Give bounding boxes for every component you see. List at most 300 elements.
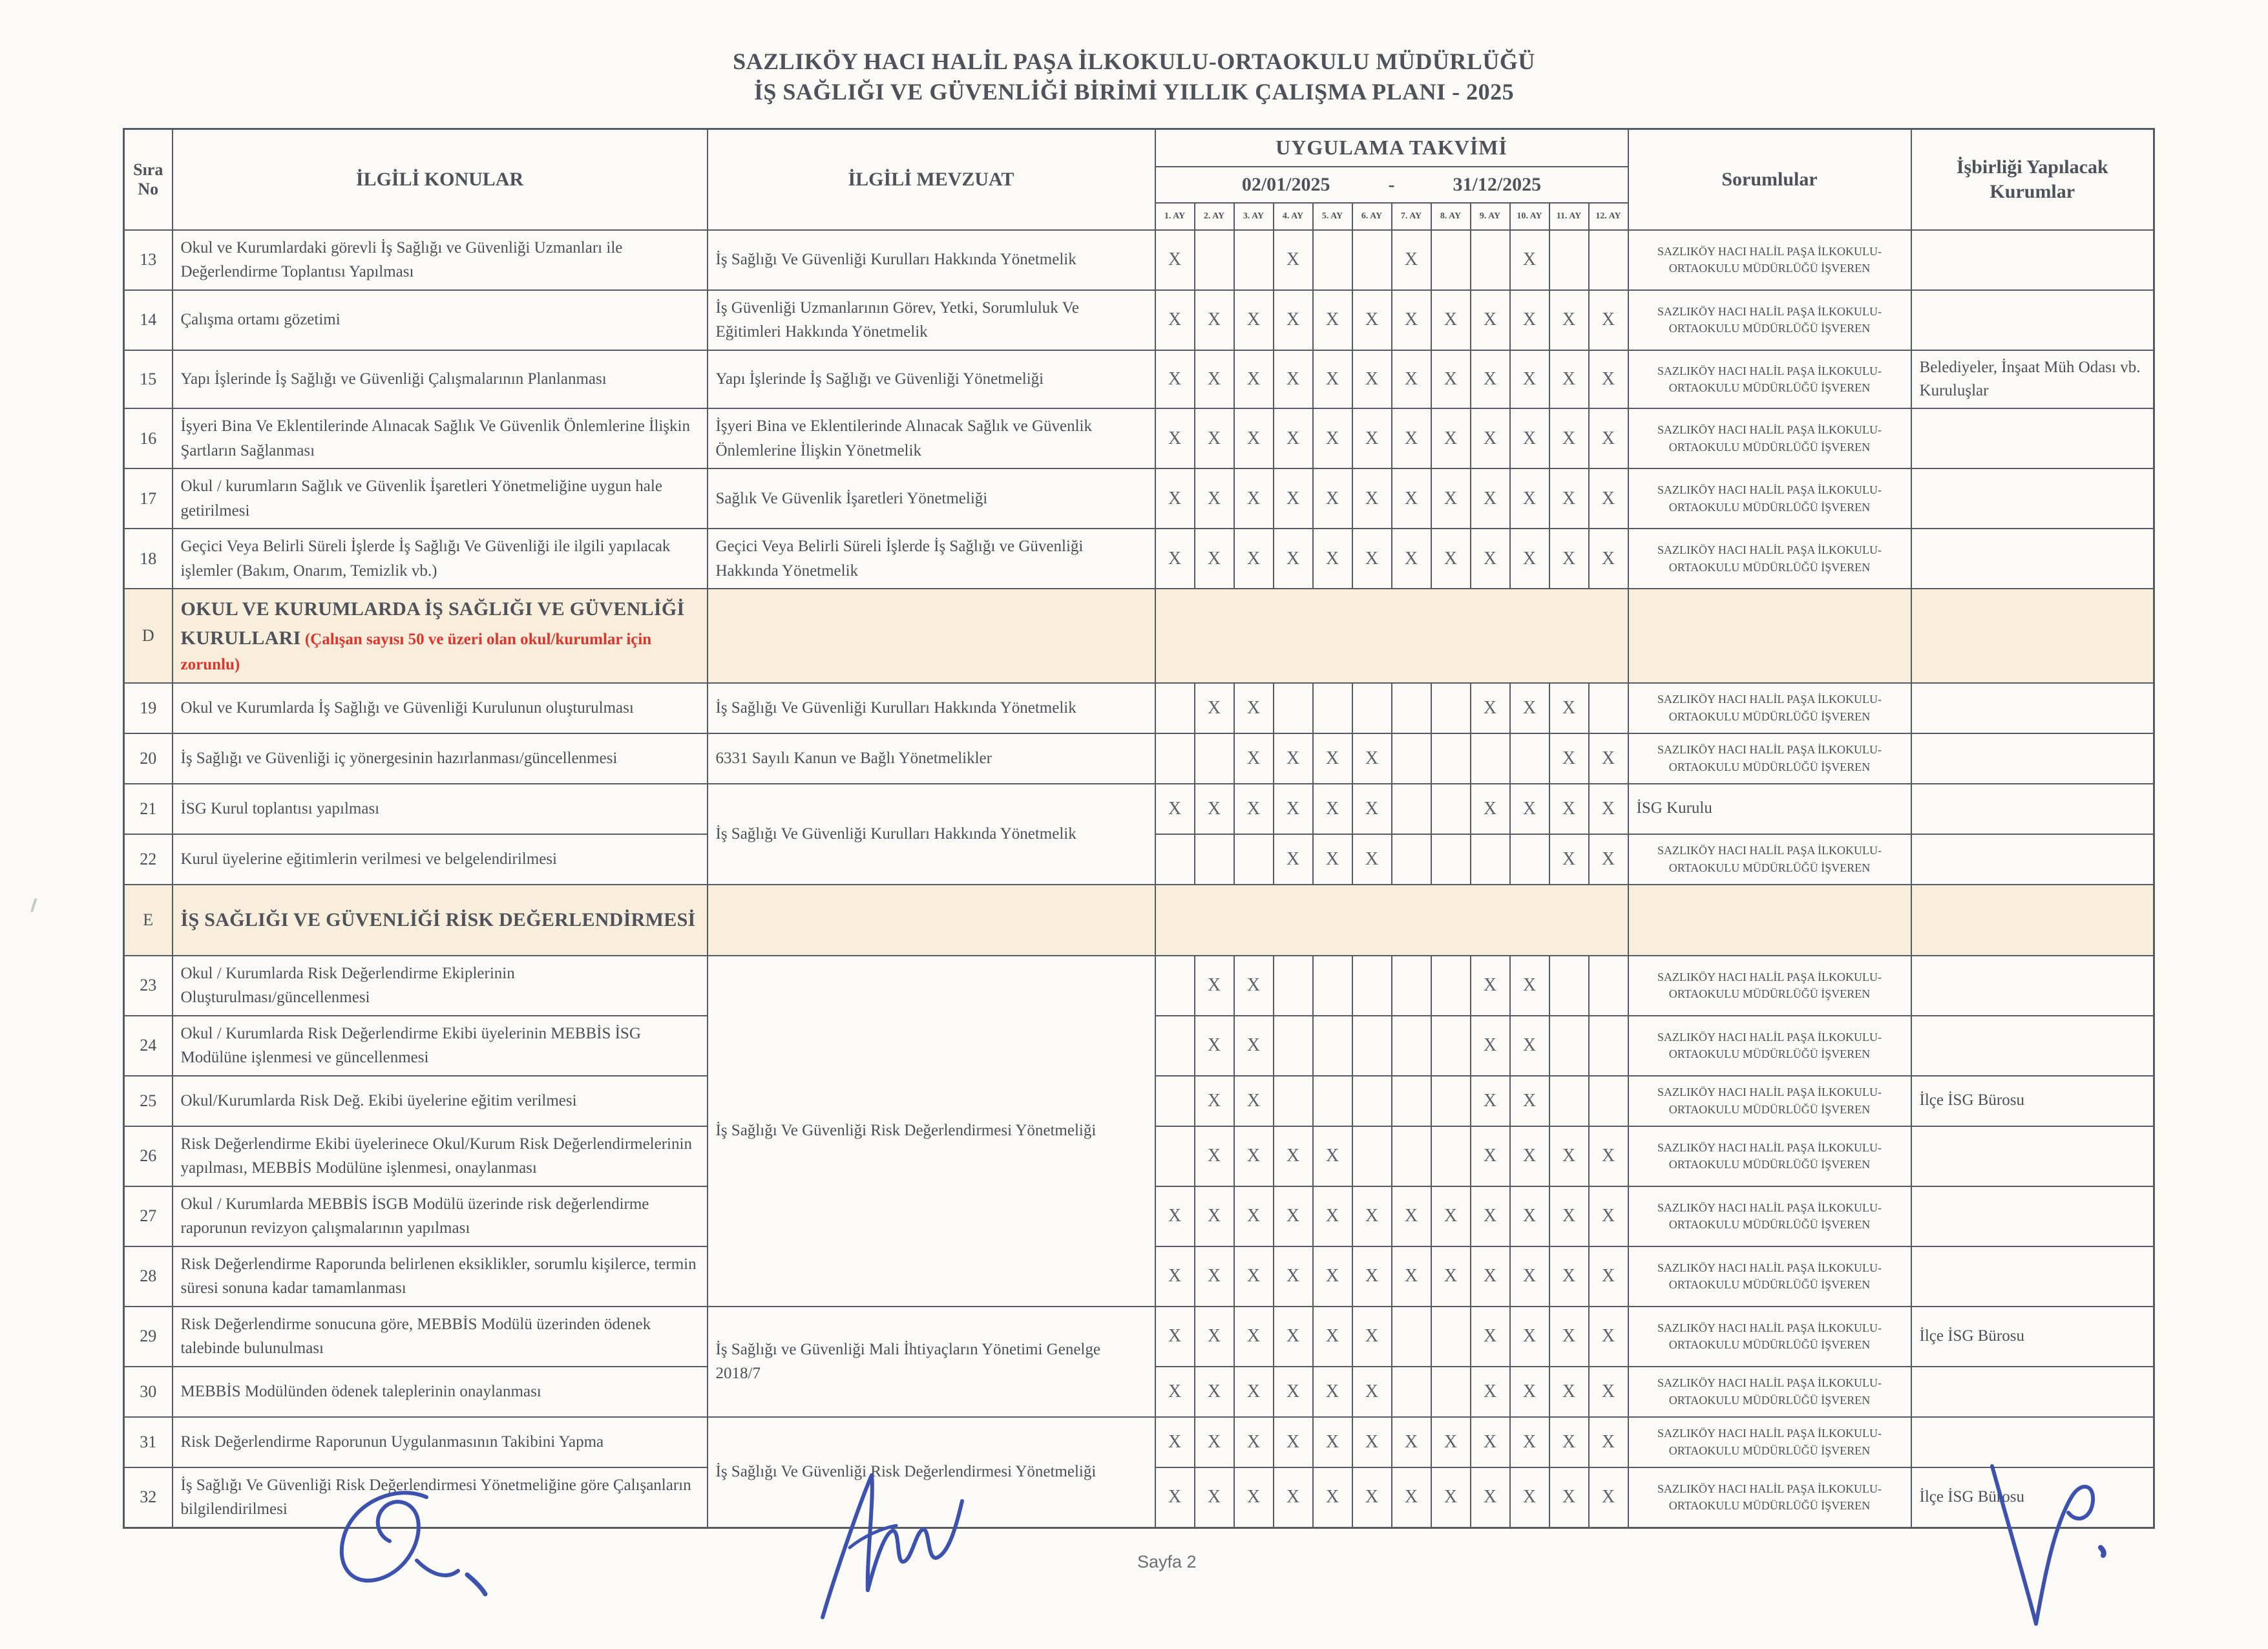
schedule-mark-cell: X [1195, 1126, 1234, 1186]
schedule-mark-cell: X [1392, 529, 1431, 589]
schedule-mark-cell: X [1195, 1076, 1234, 1126]
topic-cell: MEBBİS Modülünden ödenek taleplerinin onaylanması [173, 1367, 708, 1417]
row-number: 30 [124, 1367, 173, 1417]
cooperation-cell: İlçe İSG Bürosu [1911, 1307, 2154, 1367]
schedule-mark-cell: X [1471, 956, 1510, 1016]
schedule-mark-cell: X [1549, 1246, 1589, 1307]
schedule-mark-cell: X [1195, 1367, 1234, 1417]
schedule-mark-cell: X [1313, 350, 1352, 409]
legislation-cell: İş Sağlığı ve Güvenliği Mali İhtiyaçların Yönetimi Genelge 2018/7 [708, 1307, 1155, 1417]
schedule-mark-cell: X [1234, 408, 1274, 468]
schedule-mark-cell [1589, 1076, 1628, 1126]
schedule-mark-cell: X [1471, 468, 1510, 529]
topic-cell: Risk Değerlendirme Raporunun Uygulanmasının Takibini Yapma [173, 1417, 708, 1467]
schedule-mark-cell: X [1510, 1126, 1549, 1186]
legislation-cell: İş Sağlığı Ve Güvenliği Kurulları Hakkında Yönetmelik [708, 784, 1155, 885]
schedule-mark-cell [1352, 683, 1392, 733]
schedule-mark-cell: X [1589, 290, 1628, 350]
schedule-mark-cell: X [1195, 529, 1234, 589]
cooperation-cell [1911, 683, 2154, 733]
schedule-mark-cell [1510, 733, 1549, 784]
table-row [124, 468, 2154, 529]
schedule-mark-cell: X [1589, 1307, 1628, 1367]
schedule-mark-cell: X [1510, 1467, 1549, 1528]
schedule-mark-cell [1431, 733, 1471, 784]
schedule-mark-cell: X [1274, 529, 1313, 589]
schedule-mark-cell [1352, 230, 1392, 290]
schedule-mark-cell: X [1274, 350, 1313, 409]
legislation-cell: Geçici Veya Belirli Süreli İşlerde İş Sağlığı ve Güvenliği Hakkında Yönetmelik [708, 529, 1155, 589]
schedule-mark-cell: X [1471, 290, 1510, 350]
topic-cell: İş Sağlığı Ve Güvenliği Risk Değerlendirmesi Yönetmeliğine göre Çalışanların bilgilendirilmesi [173, 1467, 708, 1528]
schedule-mark-cell [1549, 1076, 1589, 1126]
column-header-month: 12. AY [1589, 203, 1628, 230]
responsible-cell: İSG Kurulu [1628, 784, 1911, 834]
schedule-mark-cell: X [1155, 1307, 1195, 1367]
schedule-mark-cell: X [1313, 1246, 1352, 1307]
responsible-cell: SAZLIKÖY HACI HALİL PAŞA İLKOKULU-ORTAOKULU MÜDÜRLÜĞÜ İŞVEREN [1628, 1417, 1911, 1467]
schedule-mark-cell: X [1589, 350, 1628, 409]
table-row [124, 733, 2154, 784]
column-header-mevzuat: İLGİLİ MEVZUAT [708, 129, 1155, 230]
schedule-mark-cell: X [1392, 1467, 1431, 1528]
cooperation-cell [1911, 733, 2154, 784]
document-title-line1: SAZLIKÖY HACI HALİL PAŞA İLKOKULU-ORTAOKULU MÜDÜRLÜĞÜ [733, 48, 1535, 74]
schedule-mark-cell [1431, 956, 1471, 1016]
legislation-cell: İş Güvenliği Uzmanlarının Görev, Yetki, Sorumluluk Ve Eğitimleri Hakkında Yönetmelik [708, 290, 1155, 350]
row-number: 32 [124, 1467, 173, 1528]
schedule-mark-cell: X [1549, 1367, 1589, 1417]
schedule-start-date: 02/01/2025 [1241, 173, 1330, 195]
cooperation-cell [1911, 834, 2154, 885]
schedule-mark-cell: X [1510, 1076, 1549, 1126]
schedule-mark-cell: X [1313, 1417, 1352, 1467]
cooperation-cell [1911, 290, 2154, 350]
annual-plan-table [123, 128, 2155, 1529]
schedule-mark-cell [1352, 1016, 1392, 1076]
section-cooperation-empty [1911, 589, 2154, 683]
schedule-mark-cell [1392, 834, 1431, 885]
schedule-mark-cell: X [1155, 1186, 1195, 1246]
schedule-mark-cell: X [1471, 1467, 1510, 1528]
schedule-mark-cell [1392, 1016, 1431, 1076]
schedule-mark-cell: X [1431, 1467, 1471, 1528]
schedule-mark-cell: X [1549, 1417, 1589, 1467]
schedule-mark-cell: X [1589, 784, 1628, 834]
section-row [124, 885, 2154, 956]
topic-cell: Geçici Veya Belirli Süreli İşlerde İş Sağlığı Ve Güvenliği ile ilgili yapılacak işlemler (Bakım, Onarım, Temizlik vb.) [173, 529, 708, 589]
table-row [124, 683, 2154, 733]
schedule-mark-cell: X [1234, 529, 1274, 589]
schedule-mark-cell: X [1313, 529, 1352, 589]
schedule-mark-cell: X [1234, 683, 1274, 733]
row-number: 19 [124, 683, 173, 733]
schedule-mark-cell: X [1549, 1186, 1589, 1246]
schedule-mark-cell: X [1471, 1307, 1510, 1367]
schedule-mark-cell [1352, 1076, 1392, 1126]
schedule-mark-cell [1274, 683, 1313, 733]
schedule-mark-cell [1313, 956, 1352, 1016]
schedule-mark-cell: X [1549, 350, 1589, 409]
schedule-mark-cell [1195, 834, 1234, 885]
schedule-mark-cell: X [1155, 1367, 1195, 1417]
row-number: 22 [124, 834, 173, 885]
row-number: 25 [124, 1076, 173, 1126]
schedule-mark-cell: X [1352, 1467, 1392, 1528]
schedule-mark-cell [1392, 1126, 1431, 1186]
section-letter: E [124, 885, 173, 956]
schedule-mark-cell: X [1471, 1076, 1510, 1126]
responsible-cell: SAZLIKÖY HACI HALİL PAŞA İLKOKULU-ORTAOKULU MÜDÜRLÜĞÜ İŞVEREN [1628, 834, 1911, 885]
row-number: 26 [124, 1126, 173, 1186]
topic-cell: Okul ve Kurumlardaki görevli İş Sağlığı ve Güvenliği Uzmanları ile Değerlendirme Toplantısı Yapılması [173, 230, 708, 290]
section-cooperation-empty [1911, 885, 2154, 956]
schedule-mark-cell [1274, 1016, 1313, 1076]
legislation-cell: İş Sağlığı Ve Güvenliği Risk Değerlendirmesi Yönetmeliği [708, 1417, 1155, 1528]
schedule-mark-cell: X [1549, 683, 1589, 733]
schedule-mark-cell: X [1352, 1186, 1392, 1246]
schedule-mark-cell: X [1471, 1417, 1510, 1467]
column-header-month: 7. AY [1392, 203, 1431, 230]
schedule-mark-cell: X [1471, 1246, 1510, 1307]
schedule-mark-cell [1431, 1307, 1471, 1367]
schedule-mark-cell [1392, 1076, 1431, 1126]
header-row-main [124, 129, 2154, 167]
schedule-mark-cell [1431, 1126, 1471, 1186]
schedule-mark-cell: X [1155, 784, 1195, 834]
schedule-mark-cell: X [1234, 1076, 1274, 1126]
schedule-mark-cell: X [1155, 468, 1195, 529]
schedule-mark-cell: X [1510, 1367, 1549, 1417]
row-number: 16 [124, 408, 173, 468]
schedule-mark-cell [1471, 230, 1510, 290]
schedule-mark-cell: X [1510, 1246, 1549, 1307]
schedule-mark-cell [1352, 1126, 1392, 1186]
row-number: 17 [124, 468, 173, 529]
schedule-mark-cell: X [1549, 529, 1589, 589]
responsible-cell: SAZLIKÖY HACI HALİL PAŞA İLKOKULU-ORTAOKULU MÜDÜRLÜĞÜ İŞVEREN [1628, 1126, 1911, 1186]
row-number: 18 [124, 529, 173, 589]
section-title: OKUL VE KURUMLARDA İŞ SAĞLIĞI VE GÜVENLİĞİ KURULLARI [180, 598, 685, 649]
schedule-mark-cell: X [1392, 1417, 1431, 1467]
schedule-mark-cell: X [1234, 468, 1274, 529]
topic-cell: Okul / Kurumlarda MEBBİS İSGB Modülü üzerinde risk değerlendirme raporunun revizyon çalışmalarının yapılması [173, 1186, 708, 1246]
schedule-mark-cell: X [1589, 1126, 1628, 1186]
schedule-mark-cell: X [1195, 1186, 1234, 1246]
row-number: 29 [124, 1307, 173, 1367]
column-header-month: 10. AY [1510, 203, 1549, 230]
schedule-mark-cell: X [1274, 1367, 1313, 1417]
schedule-mark-cell [1155, 1076, 1195, 1126]
schedule-mark-cell: X [1234, 350, 1274, 409]
schedule-mark-cell: X [1589, 529, 1628, 589]
schedule-mark-cell: X [1431, 1417, 1471, 1467]
section-title: İŞ SAĞLIĞI VE GÜVENLİĞİ RİSK DEĞERLENDİRMESİ [180, 909, 696, 930]
schedule-mark-cell: X [1549, 733, 1589, 784]
schedule-mark-cell: X [1274, 1307, 1313, 1367]
schedule-mark-cell: X [1274, 1246, 1313, 1307]
schedule-mark-cell: X [1274, 834, 1313, 885]
schedule-mark-cell: X [1352, 468, 1392, 529]
topic-cell: Risk Değerlendirme sonucuna göre, MEBBİS Modülü üzerinden ödenek talebinde bulunulması [173, 1307, 708, 1367]
column-header-month: 5. AY [1313, 203, 1352, 230]
responsible-cell: SAZLIKÖY HACI HALİL PAŞA İLKOKULU-ORTAOKULU MÜDÜRLÜĞÜ İŞVEREN [1628, 290, 1911, 350]
legislation-cell: 6331 Sayılı Kanun ve Bağlı Yönetmelikler [708, 733, 1155, 784]
schedule-mark-cell: X [1431, 468, 1471, 529]
topic-cell: Çalışma ortamı gözetimi [173, 290, 708, 350]
schedule-mark-cell [1195, 733, 1234, 784]
topic-cell: İş Sağlığı ve Güvenliği iç yönergesinin hazırlanması/güncellenmesi [173, 733, 708, 784]
schedule-mark-cell: X [1392, 290, 1431, 350]
column-header-month: 4. AY [1274, 203, 1313, 230]
table-row [124, 408, 2154, 468]
schedule-mark-cell [1392, 956, 1431, 1016]
schedule-mark-cell [1431, 1367, 1471, 1417]
schedule-mark-cell: X [1510, 468, 1549, 529]
responsible-cell: SAZLIKÖY HACI HALİL PAŞA İLKOKULU-ORTAOKULU MÜDÜRLÜĞÜ İŞVEREN [1628, 468, 1911, 529]
schedule-mark-cell: X [1195, 1417, 1234, 1467]
schedule-mark-cell: X [1234, 1367, 1274, 1417]
schedule-mark-cell: X [1234, 1417, 1274, 1467]
schedule-mark-cell: X [1471, 1126, 1510, 1186]
cooperation-cell [1911, 1186, 2154, 1246]
section-responsible-empty [1628, 589, 1911, 683]
schedule-mark-cell: X [1510, 350, 1549, 409]
topic-cell: Okul / kurumların Sağlık ve Güvenlik İşaretleri Yönetmeliğine uygun hale getirilmesi [173, 468, 708, 529]
schedule-mark-cell: X [1195, 1467, 1234, 1528]
responsible-cell: SAZLIKÖY HACI HALİL PAŞA İLKOKULU-ORTAOKULU MÜDÜRLÜĞÜ İŞVEREN [1628, 230, 1911, 290]
schedule-mark-cell [1589, 1016, 1628, 1076]
schedule-mark-cell: X [1392, 468, 1431, 529]
schedule-mark-cell: X [1274, 733, 1313, 784]
schedule-mark-cell: X [1431, 1246, 1471, 1307]
schedule-mark-cell [1510, 834, 1549, 885]
schedule-mark-cell [1195, 230, 1234, 290]
table-row [124, 784, 2154, 834]
table-row [124, 529, 2154, 589]
schedule-mark-cell [1431, 683, 1471, 733]
schedule-mark-cell: X [1352, 1417, 1392, 1467]
schedule-mark-cell: X [1234, 733, 1274, 784]
cooperation-cell [1911, 1246, 2154, 1307]
schedule-mark-cell: X [1352, 784, 1392, 834]
plan-table-body [124, 230, 2154, 1528]
topic-cell: Kurul üyelerine eğitimlerin verilmesi ve belgelendirilmesi [173, 834, 708, 885]
topic-cell: Okul ve Kurumlarda İş Sağlığı ve Güvenliği Kurulunun oluşturulması [173, 683, 708, 733]
schedule-mark-cell [1431, 1076, 1471, 1126]
schedule-mark-cell [1274, 1076, 1313, 1126]
document-title-line2: İŞ SAĞLIĞI VE GÜVENLİĞİ BİRİMİ YILLIK ÇALIŞMA PLANI - 2025 [753, 78, 1515, 105]
schedule-mark-cell: X [1313, 408, 1352, 468]
schedule-mark-cell [1431, 230, 1471, 290]
schedule-mark-cell: X [1313, 468, 1352, 529]
schedule-mark-cell: X [1471, 784, 1510, 834]
schedule-mark-cell: X [1589, 408, 1628, 468]
column-header-takvim: UYGULAMA TAKVİMİ [1155, 129, 1628, 167]
cooperation-cell: İlçe İSG Bürosu [1911, 1467, 2154, 1528]
cooperation-cell [1911, 956, 2154, 1016]
schedule-mark-cell [1431, 1016, 1471, 1076]
schedule-mark-cell: X [1471, 350, 1510, 409]
schedule-mark-cell: X [1155, 1467, 1195, 1528]
schedule-mark-cell [1431, 784, 1471, 834]
topic-cell: Okul / Kurumlarda Risk Değerlendirme Ekiplerinin Oluşturulması/güncellenmesi [173, 956, 708, 1016]
schedule-mark-cell [1392, 733, 1431, 784]
cooperation-cell [1911, 230, 2154, 290]
section-note: (Çalışan sayısı 50 ve üzeri olan okul/kurumlar için zorunlu) [180, 631, 652, 673]
column-header-month: 11. AY [1549, 203, 1589, 230]
schedule-mark-cell: X [1274, 230, 1313, 290]
schedule-mark-cell: X [1431, 529, 1471, 589]
row-number: 20 [124, 733, 173, 784]
schedule-mark-cell: X [1234, 1126, 1274, 1186]
schedule-mark-cell: X [1510, 956, 1549, 1016]
row-number: 24 [124, 1016, 173, 1076]
schedule-mark-cell: X [1352, 1307, 1392, 1367]
schedule-mark-cell: X [1313, 1126, 1352, 1186]
legislation-cell: Yapı İşlerinde İş Sağlığı ve Güvenliği Yönetmeliği [708, 350, 1155, 409]
schedule-mark-cell: X [1195, 956, 1234, 1016]
section-months-empty [1155, 885, 1628, 956]
responsible-cell: SAZLIKÖY HACI HALİL PAŞA İLKOKULU-ORTAOKULU MÜDÜRLÜĞÜ İŞVEREN [1628, 1016, 1911, 1076]
schedule-mark-cell: X [1589, 1367, 1628, 1417]
responsible-cell: SAZLIKÖY HACI HALİL PAŞA İLKOKULU-ORTAOKULU MÜDÜRLÜĞÜ İŞVEREN [1628, 408, 1911, 468]
schedule-mark-cell [1234, 230, 1274, 290]
schedule-mark-cell [1589, 956, 1628, 1016]
schedule-mark-cell: X [1471, 1367, 1510, 1417]
schedule-mark-cell: X [1234, 1246, 1274, 1307]
schedule-mark-cell: X [1471, 529, 1510, 589]
section-legislation-empty [708, 885, 1155, 956]
schedule-mark-cell: X [1195, 683, 1234, 733]
table-row [124, 956, 2154, 1016]
column-header-sorumlular: Sorumlular [1628, 129, 1911, 230]
schedule-mark-cell [1313, 1016, 1352, 1076]
schedule-mark-cell: X [1510, 683, 1549, 733]
schedule-mark-cell: X [1313, 1367, 1352, 1417]
schedule-mark-cell: X [1589, 834, 1628, 885]
schedule-mark-cell [1471, 733, 1510, 784]
schedule-mark-cell: X [1352, 290, 1392, 350]
schedule-mark-cell [1155, 834, 1195, 885]
schedule-mark-cell: X [1352, 1367, 1392, 1417]
schedule-mark-cell: X [1431, 1186, 1471, 1246]
row-number: 23 [124, 956, 173, 1016]
schedule-mark-cell: X [1471, 1016, 1510, 1076]
schedule-mark-cell: X [1589, 733, 1628, 784]
row-number: 31 [124, 1417, 173, 1467]
schedule-mark-cell [1155, 683, 1195, 733]
cooperation-cell [1911, 1016, 2154, 1076]
schedule-mark-cell: X [1549, 1126, 1589, 1186]
row-number: 28 [124, 1246, 173, 1307]
cooperation-cell: Belediyeler, İnşaat Müh Odası vb. Kuruluşlar [1911, 350, 2154, 409]
topic-cell: Okul / Kurumlarda Risk Değerlendirme Ekibi üyelerinin MEBBİS İSG Modülüne işlenmesi ve güncellenmesi [173, 1016, 708, 1076]
schedule-mark-cell: X [1352, 408, 1392, 468]
schedule-mark-cell: X [1549, 468, 1589, 529]
row-number: 21 [124, 784, 173, 834]
schedule-mark-cell: X [1195, 290, 1234, 350]
schedule-mark-cell [1589, 683, 1628, 733]
responsible-cell: SAZLIKÖY HACI HALİL PAŞA İLKOKULU-ORTAOKULU MÜDÜRLÜĞÜ İŞVEREN [1628, 683, 1911, 733]
schedule-mark-cell: X [1155, 1246, 1195, 1307]
schedule-mark-cell [1313, 683, 1352, 733]
cooperation-cell [1911, 529, 2154, 589]
cooperation-cell [1911, 468, 2154, 529]
schedule-mark-cell: X [1510, 1016, 1549, 1076]
document-title [120, 47, 2148, 107]
schedule-mark-cell: X [1589, 1467, 1628, 1528]
responsible-cell: SAZLIKÖY HACI HALİL PAŞA İLKOKULU-ORTAOKULU MÜDÜRLÜĞÜ İŞVEREN [1628, 529, 1911, 589]
page-number: Sayfa 2 [1137, 1552, 1197, 1571]
column-header-month: 3. AY [1234, 203, 1274, 230]
responsible-cell: SAZLIKÖY HACI HALİL PAŞA İLKOKULU-ORTAOKULU MÜDÜRLÜĞÜ İŞVEREN [1628, 1307, 1911, 1367]
schedule-mark-cell: X [1549, 784, 1589, 834]
column-header-month: 9. AY [1471, 203, 1510, 230]
schedule-date-range [1155, 167, 1628, 203]
schedule-mark-cell [1392, 1367, 1431, 1417]
schedule-mark-cell: X [1549, 1307, 1589, 1367]
schedule-mark-cell: X [1352, 350, 1392, 409]
schedule-mark-cell: X [1234, 1467, 1274, 1528]
schedule-mark-cell: X [1155, 529, 1195, 589]
schedule-mark-cell: X [1274, 1186, 1313, 1246]
schedule-mark-cell [1549, 1016, 1589, 1076]
schedule-mark-cell [1392, 784, 1431, 834]
row-number: 13 [124, 230, 173, 290]
schedule-mark-cell [1471, 834, 1510, 885]
schedule-mark-cell: X [1234, 1307, 1274, 1367]
responsible-cell: SAZLIKÖY HACI HALİL PAŞA İLKOKULU-ORTAOKULU MÜDÜRLÜĞÜ İŞVEREN [1628, 1367, 1911, 1417]
schedule-mark-cell: X [1155, 1417, 1195, 1467]
schedule-mark-cell: X [1313, 1467, 1352, 1528]
schedule-mark-cell [1392, 1307, 1431, 1367]
schedule-mark-cell: X [1155, 290, 1195, 350]
schedule-mark-cell: X [1234, 1016, 1274, 1076]
schedule-mark-cell: X [1510, 1186, 1549, 1246]
topic-cell: Risk Değerlendirme Ekibi üyelerinece Okul/Kurum Risk Değerlendirmelerinin yapılması, MEBBİS Modülüne işlenmesi, onaylanması [173, 1126, 708, 1186]
responsible-cell: SAZLIKÖY HACI HALİL PAŞA İLKOKULU-ORTAOKULU MÜDÜRLÜĞÜ İŞVEREN [1628, 1076, 1911, 1126]
schedule-mark-cell: X [1510, 1307, 1549, 1367]
schedule-mark-cell [1155, 733, 1195, 784]
schedule-mark-cell [1155, 956, 1195, 1016]
schedule-mark-cell: X [1313, 784, 1352, 834]
column-header-month: 6. AY [1352, 203, 1392, 230]
schedule-mark-cell: X [1471, 683, 1510, 733]
schedule-mark-cell [1549, 230, 1589, 290]
schedule-mark-cell: X [1471, 408, 1510, 468]
schedule-mark-cell: X [1274, 784, 1313, 834]
section-row [124, 589, 2154, 683]
column-header-month: 2. AY [1195, 203, 1234, 230]
schedule-mark-cell [1392, 683, 1431, 733]
schedule-mark-cell: X [1392, 408, 1431, 468]
schedule-mark-cell: X [1549, 290, 1589, 350]
schedule-mark-cell [1352, 956, 1392, 1016]
schedule-mark-cell: X [1313, 1186, 1352, 1246]
schedule-mark-cell [1589, 230, 1628, 290]
schedule-mark-cell: X [1431, 408, 1471, 468]
responsible-cell: SAZLIKÖY HACI HALİL PAŞA İLKOKULU-ORTAOKULU MÜDÜRLÜĞÜ İŞVEREN [1628, 1246, 1911, 1307]
legislation-cell: İşyeri Bina ve Eklentilerinde Alınacak Sağlık ve Güvenlik Önlemlerine İlişkin Yönetmelik [708, 408, 1155, 468]
topic-cell: Risk Değerlendirme Raporunda belirlenen eksiklikler, sorumlu kişilerce, termin süresi sonuna kadar tamamlanması [173, 1246, 708, 1307]
schedule-mark-cell: X [1392, 1186, 1431, 1246]
topic-cell: Yapı İşlerinde İş Sağlığı ve Güvenliği Çalışmalarının Planlanması [173, 350, 708, 409]
column-header-konular: İLGİLİ KONULAR [173, 129, 708, 230]
schedule-mark-cell: X [1234, 956, 1274, 1016]
schedule-mark-cell: X [1234, 290, 1274, 350]
schedule-mark-cell: X [1392, 1246, 1431, 1307]
